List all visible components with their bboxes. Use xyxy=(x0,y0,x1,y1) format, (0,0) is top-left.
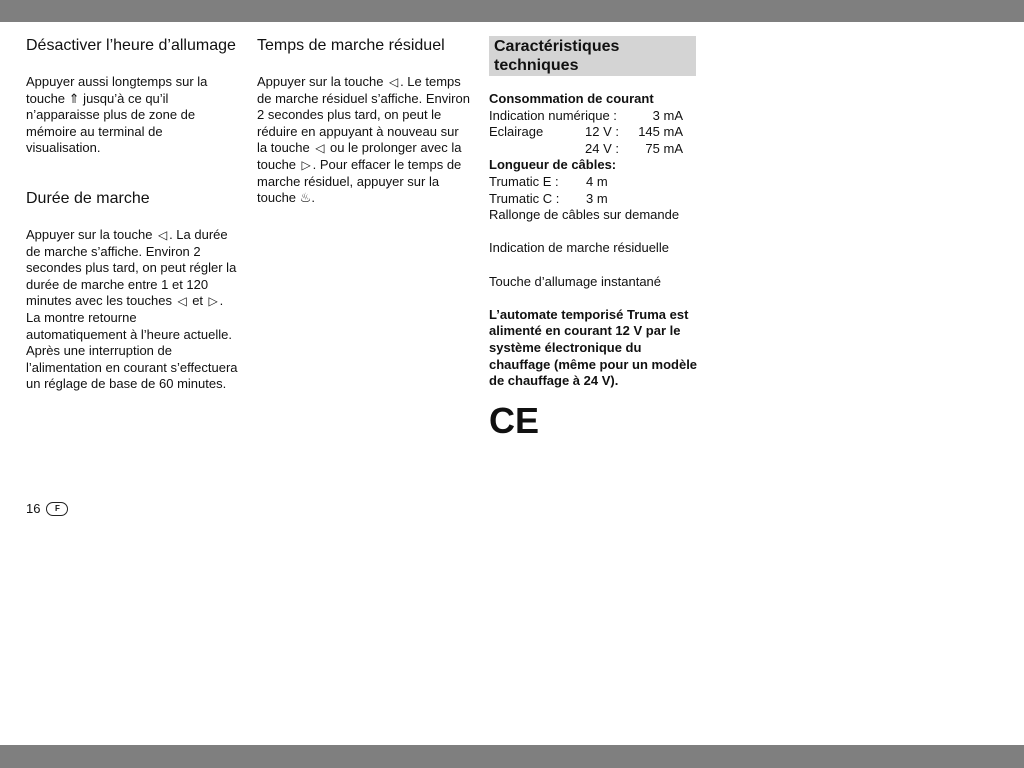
section-title-run-time: Durée de marche xyxy=(26,189,150,207)
consumption-table xyxy=(489,108,683,158)
section-title-disable-start-time: Désactiver l’heure d’allumage xyxy=(26,37,236,54)
heat-waves-icon: ♨ xyxy=(299,190,312,206)
table-row: 24 V : 75 mA xyxy=(585,140,683,156)
page-footer xyxy=(26,501,68,516)
document-page xyxy=(0,22,1024,745)
triangle-right-icon: ▷ xyxy=(301,157,311,172)
triangle-right-icon: ▷ xyxy=(208,294,218,309)
language-badge: F xyxy=(46,502,68,516)
column-1 xyxy=(26,36,240,393)
table-row: Trumatic E : 4 m xyxy=(489,173,608,189)
section-title-residual-time: Temps de marche résiduel xyxy=(257,37,445,54)
table-row: Indication numérique : 3 mA xyxy=(489,107,683,123)
feature-residual-indication: Indication de marche résiduelle xyxy=(489,240,669,256)
triangle-left-icon: ◁ xyxy=(388,75,399,89)
triangle-left-icon: ◁ xyxy=(157,227,168,242)
triangle-left-icon: ◁ xyxy=(315,141,325,156)
cable-title: Longueur de câbles: xyxy=(489,157,617,173)
table-row: Eclairage 12 V : 145 mA xyxy=(489,124,683,140)
paragraph-disable-start-time: Appuyer aussi longtemps sur la touche ⇑ jusqu’à ce qu’il n’apparaisse plus de zone de mémoire au terminal de visualisation. xyxy=(26,74,208,156)
cable-table xyxy=(489,174,608,207)
cable-note: Rallonge de câbles sur demande xyxy=(489,207,680,223)
triangle-left-icon: ◁ xyxy=(177,294,187,309)
power-supply-note: L’automate temporisé Truma est alimenté en courant 12 V par le système électronique du chauffage (même pour un modèle de chauffage à 24 V). xyxy=(489,306,698,389)
ce-mark-text: CE xyxy=(489,399,540,441)
consumption-title: Consommation de courant xyxy=(489,91,654,106)
table-row: Trumatic C : 3 m xyxy=(489,190,608,206)
column-2 xyxy=(257,36,472,207)
paragraph-residual-time: Appuyer sur la touche ◁ . Le temps de marche résiduel s’affiche. Environ 2 secondes plus tard, on peut le réduire en appuyant à nouveau sur la touche ◁ ou le prolonger avec la touche ▷ . Pour effacer le temps de marche résiduel, appuyer sur la touche ♨. xyxy=(257,74,470,206)
column-3 xyxy=(489,36,699,443)
page-number: 16 xyxy=(26,501,41,516)
double-chevron-up-icon: ⇑ xyxy=(68,90,80,106)
paragraph-run-time: Appuyer sur la touche ◁ . La durée de marche s’affiche. Environ 2 secondes plus tard, on peut régler la durée de marche entre 1 et 120 minutes avec les touches ◁ et ▷ . La montre retourne automatiquement à l’heure actuelle. Après une interruption de l’alimentation en courant s’effectuera un réglage de base de 60 minutes. xyxy=(26,226,238,392)
ce-mark-icon xyxy=(489,399,540,441)
specs-header: Caractéristiques techniques xyxy=(489,36,696,76)
feature-instant-start: Touche d’allumage instantané xyxy=(489,273,662,289)
